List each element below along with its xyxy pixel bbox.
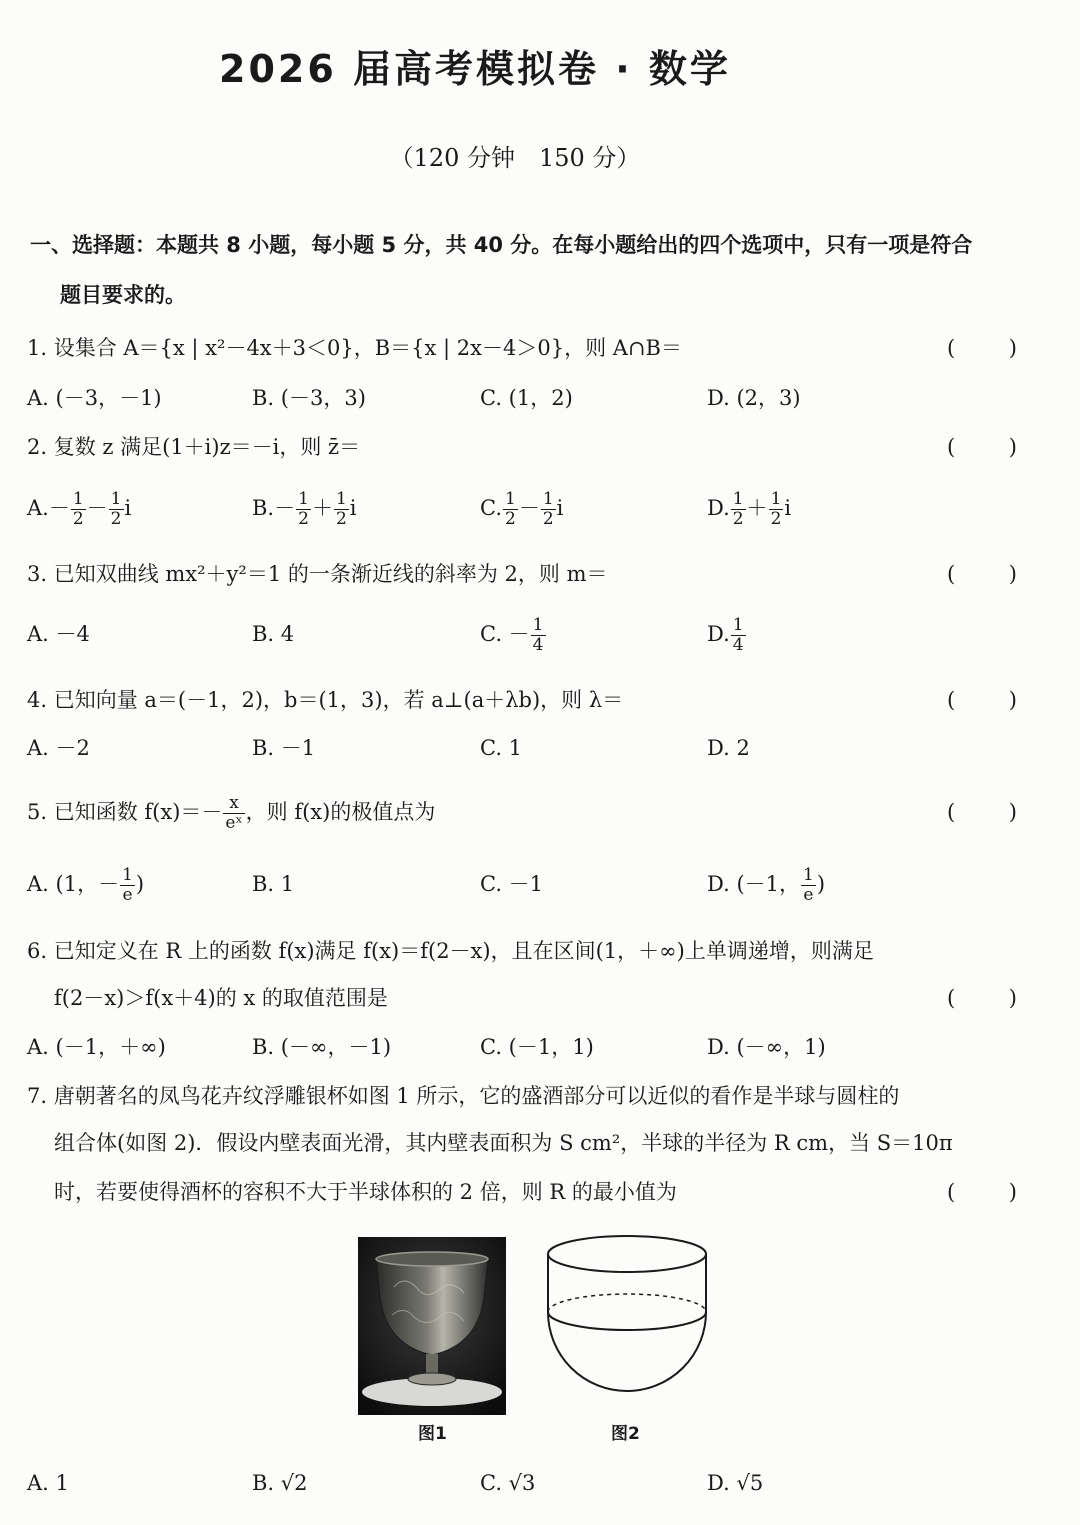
question-7-stem-cont1: 组合体(如图 2)．假设内壁表面光滑，其内壁表面积为 S cm²，半球的半径为 R cm，当 S＝10π xyxy=(54,1131,953,1155)
option-b[interactable] xyxy=(252,488,356,529)
option-a[interactable]: A. (－3，－1) xyxy=(27,386,162,410)
paren-close: ) xyxy=(1008,688,1017,712)
answer-blank[interactable] xyxy=(947,981,1017,1015)
numerator: 1 xyxy=(732,615,744,635)
denominator: 2 xyxy=(505,509,516,529)
question-7-cont2 xyxy=(27,1175,1017,1209)
fraction xyxy=(503,490,518,529)
option-d[interactable]: D. (－∞，1) xyxy=(707,1035,826,1059)
denominator: 2 xyxy=(770,509,782,529)
fraction xyxy=(223,794,244,833)
option-a[interactable] xyxy=(27,864,144,905)
option-b[interactable]: B. (－∞，－1) xyxy=(252,1035,392,1059)
option-c[interactable]: C. √3 xyxy=(480,1471,536,1495)
numerator: x xyxy=(223,794,244,814)
paren-open: ( xyxy=(947,336,956,360)
option-text: ) xyxy=(135,872,145,896)
option-c[interactable]: C. 1 xyxy=(480,736,523,760)
option-text: ) xyxy=(816,872,826,896)
answer-blank[interactable] xyxy=(947,557,1017,591)
paren-open: ( xyxy=(947,1180,956,1204)
operator: ＋ xyxy=(746,496,768,520)
question-7 xyxy=(27,1079,1017,1113)
section-heading-line1: 一、选择题：本题共 8 小题，每小题 5 分，共 40 分。在每小题给出的四个选项中，只有一项是符合 xyxy=(30,233,973,257)
question-2-options xyxy=(27,488,1017,534)
operator: ＋ xyxy=(311,496,333,520)
denominator: 4 xyxy=(732,635,744,655)
question-3 xyxy=(27,557,1017,591)
numerator: 1 xyxy=(542,489,554,509)
figure-1-caption: 图1 xyxy=(418,1424,447,1444)
numerator: 1 xyxy=(335,489,347,509)
denominator: 2 xyxy=(298,509,309,529)
question-7-stem-cont2: 时，若要使得酒杯的容积不大于半球体积的 2 倍，则 R 的最小值为 xyxy=(54,1180,677,1204)
option-b[interactable]: B. 4 xyxy=(252,622,295,646)
numerator: 1 xyxy=(803,865,814,885)
option-text: D. (－1， xyxy=(707,872,800,896)
figure-2-hemisphere-cylinder-diagram xyxy=(538,1232,716,1400)
question-4-options xyxy=(27,728,1017,768)
option-a[interactable] xyxy=(27,488,131,529)
fraction xyxy=(731,490,746,529)
option-a[interactable]: A. 1 xyxy=(27,1471,69,1495)
figure-2-caption: 图2 xyxy=(611,1424,640,1444)
denominator: e xyxy=(122,885,133,905)
option-c[interactable]: C. －1 xyxy=(480,872,544,896)
fraction xyxy=(109,490,124,529)
paren-open: ( xyxy=(947,688,956,712)
numerator: 1 xyxy=(532,615,544,635)
question-3-options xyxy=(27,614,1017,660)
denominator: 2 xyxy=(732,509,744,529)
option-c[interactable] xyxy=(480,614,547,655)
fraction xyxy=(71,490,86,529)
paren-close: ) xyxy=(1008,435,1017,459)
fraction xyxy=(769,490,784,529)
numerator: 1 xyxy=(770,489,782,509)
question-6-options xyxy=(27,1027,1017,1067)
option-a[interactable]: A. －2 xyxy=(27,736,90,760)
question-4 xyxy=(27,683,1017,717)
paren-close: ) xyxy=(1008,986,1017,1010)
question-5 xyxy=(27,790,1017,834)
question-1-options xyxy=(27,378,1017,418)
option-c[interactable]: C. (1，2) xyxy=(480,386,573,410)
numerator: 1 xyxy=(72,489,84,509)
option-label: D. xyxy=(707,622,730,646)
question-6-stem: 6. 已知定义在 R 上的函数 f(x)满足 f(x)＝f(2－x)，且在区间(1，＋∞)上单调递增，则满足 xyxy=(27,939,874,963)
option-d[interactable] xyxy=(707,614,747,655)
answer-blank[interactable] xyxy=(947,1175,1017,1209)
option-b[interactable]: B. －1 xyxy=(252,736,316,760)
option-d[interactable] xyxy=(707,864,825,905)
question-7-options xyxy=(27,1463,1017,1503)
option-d[interactable]: D. √5 xyxy=(707,1471,764,1495)
section-heading-line2: 题目要求的。 xyxy=(60,283,186,307)
question-6-cont xyxy=(27,981,1017,1015)
fraction xyxy=(334,490,349,529)
sign: － xyxy=(48,496,70,520)
denominator: 2 xyxy=(72,509,84,529)
answer-blank[interactable] xyxy=(947,430,1017,464)
question-1 xyxy=(27,331,1017,365)
stem-text: ，则 f(x)的极值点为 xyxy=(245,800,436,824)
option-b[interactable]: B. √2 xyxy=(252,1471,308,1495)
numerator: 1 xyxy=(298,489,309,509)
denominator: 2 xyxy=(542,509,554,529)
answer-blank[interactable] xyxy=(947,790,1017,834)
option-label: C. xyxy=(480,496,502,520)
option-c[interactable]: C. (－1，1) xyxy=(480,1035,594,1059)
question-1-stem: 1. 设集合 A＝{x | x²－4x＋3＜0}，B＝{x | 2x－4＞0}，则 A∩B＝ xyxy=(27,336,682,360)
paren-open: ( xyxy=(947,562,956,586)
section-heading xyxy=(30,220,1020,320)
operator: － xyxy=(86,496,108,520)
question-2-stem: 2. 复数 z 满足(1＋i)z＝－i，则 z̄＝ xyxy=(27,435,361,459)
fraction xyxy=(296,490,311,529)
page-title: 2026 届高考模拟卷 · 数学 xyxy=(219,47,731,91)
numerator: 1 xyxy=(732,489,744,509)
denominator: 2 xyxy=(110,509,122,529)
option-b[interactable]: B. 1 xyxy=(252,872,295,896)
exam-duration-score: （120 分钟 150 分） xyxy=(389,144,641,172)
option-d[interactable] xyxy=(707,488,791,529)
figure-1-silver-cup-photo xyxy=(358,1237,506,1415)
imaginary-unit: i xyxy=(349,496,357,520)
option-d[interactable]: D. (2，3) xyxy=(707,386,801,410)
denominator: eˣ xyxy=(225,813,243,833)
option-a[interactable]: A. －4 xyxy=(27,622,90,646)
fraction xyxy=(120,866,135,905)
option-b[interactable]: B. (－3，3) xyxy=(252,386,366,410)
imaginary-unit: i xyxy=(784,496,792,520)
option-d[interactable]: D. 2 xyxy=(707,736,750,760)
paren-open: ( xyxy=(947,986,956,1010)
option-a[interactable]: A. (－1，＋∞) xyxy=(27,1035,166,1059)
paren-open: ( xyxy=(947,800,956,824)
paren-close: ) xyxy=(1008,1180,1017,1204)
question-5-stem xyxy=(27,790,435,834)
question-6 xyxy=(27,934,1017,968)
question-4-stem: 4. 已知向量 a＝(－1，2)，b＝(1，3)，若 a⊥(a＋λb)，则 λ＝ xyxy=(27,688,624,712)
answer-blank[interactable] xyxy=(947,331,1017,365)
paren-close: ) xyxy=(1008,800,1017,824)
paren-open: ( xyxy=(947,435,956,459)
numerator: 1 xyxy=(110,489,122,509)
operator: － xyxy=(518,496,540,520)
paren-close: ) xyxy=(1008,336,1017,360)
option-label: C. － xyxy=(480,622,530,646)
option-label: B. xyxy=(252,496,275,520)
numerator: 1 xyxy=(505,489,516,509)
answer-blank[interactable] xyxy=(947,683,1017,717)
stem-text: 5. 已知函数 f(x)＝－ xyxy=(27,800,223,824)
paren-close: ) xyxy=(1008,562,1017,586)
fraction xyxy=(731,616,746,655)
question-7-cont1 xyxy=(27,1126,1017,1160)
denominator: 2 xyxy=(335,509,347,529)
option-label: A. xyxy=(27,496,49,520)
fraction xyxy=(801,866,816,905)
option-label: D. xyxy=(707,496,730,520)
question-5-options xyxy=(27,864,1017,910)
fraction xyxy=(541,490,556,529)
fraction xyxy=(531,616,546,655)
option-text: A. (1，－ xyxy=(27,872,120,896)
imaginary-unit: i xyxy=(556,496,564,520)
denominator: 4 xyxy=(532,635,544,655)
denominator: e xyxy=(803,885,814,905)
imaginary-unit: i xyxy=(124,496,132,520)
question-7-stem: 7. 唐朝著名的凤鸟花卉纹浮雕银杯如图 1 所示，它的盛酒部分可以近似的看作是半球与圆柱的 xyxy=(27,1084,900,1108)
question-6-stem-cont: f(2－x)＞f(x＋4)的 x 的取值范围是 xyxy=(54,986,388,1010)
sign: － xyxy=(274,496,296,520)
option-c[interactable] xyxy=(480,488,563,529)
question-2 xyxy=(27,430,1017,464)
question-3-stem: 3. 已知双曲线 mx²＋y²＝1 的一条渐近线的斜率为 2，则 m＝ xyxy=(27,562,608,586)
numerator: 1 xyxy=(122,865,133,885)
